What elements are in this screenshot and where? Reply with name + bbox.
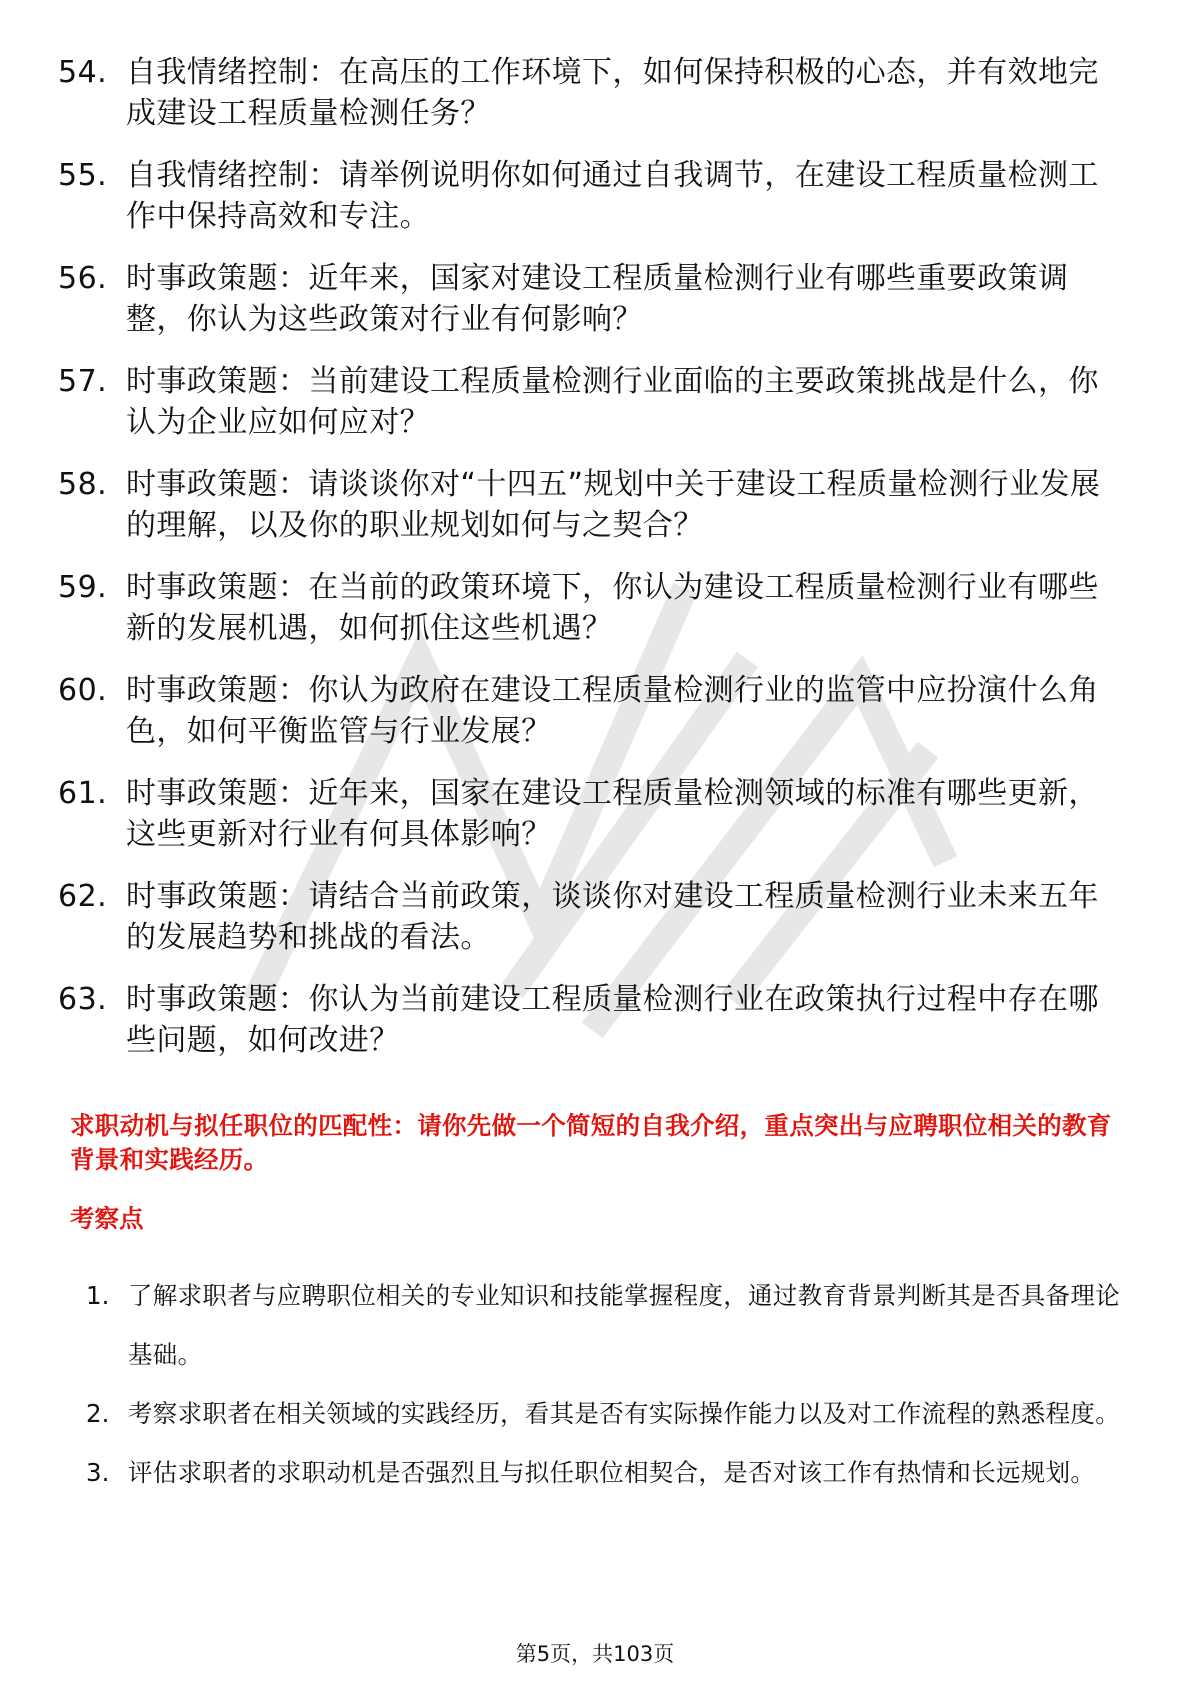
question-text: 时事政策题：在当前的政策环境下，你认为建设工程质量检测行业有哪些新的发展机遇，如何抓住这些机遇？ (126, 570, 1099, 646)
question-number: 60. (58, 673, 108, 708)
question-text: 时事政策题：请谈谈你对“十四五”规划中关于建设工程质量检测行业发展的理解，以及你的职业规划如何与之契合？ (126, 467, 1101, 543)
question-item (58, 361, 1118, 443)
question-text: 时事政策题：近年来，国家在建设工程质量检测领域的标准有哪些更新，这些更新对行业有何具体影响？ (126, 776, 1099, 852)
question-list (58, 52, 1118, 1082)
question-number: 61. (58, 776, 108, 811)
point-text: 了解求职者与应聘职位相关的专业知识和技能掌握程度，通过教育背景判断其是否具备理论基础。 (128, 1281, 1120, 1369)
question-number: 63. (58, 982, 108, 1017)
question-item (58, 773, 1118, 855)
question-number: 59. (58, 570, 108, 605)
question-text: 时事政策题：你认为当前建设工程质量检测行业在政策执行过程中存在哪些问题，如何改进？ (126, 982, 1099, 1058)
page-number-footer: 第5页，共103页 (515, 1642, 675, 1666)
question-item (58, 155, 1118, 237)
question-number: 62. (58, 879, 108, 914)
points-label: 考察点 (70, 1204, 144, 1233)
point-text: 评估求职者的求职动机是否强烈且与拟任职位相契合，是否对该工作有热情和长远规划。 (128, 1458, 1096, 1487)
question-number: 54. (58, 55, 108, 90)
question-item (58, 979, 1118, 1061)
question-item (58, 670, 1118, 752)
question-number: 56. (58, 261, 108, 296)
question-text: 时事政策题：近年来，国家对建设工程质量检测行业有哪些重要政策调整，你认为这些政策对行业有何影响？ (126, 261, 1069, 337)
question-number: 58. (58, 467, 108, 502)
point-number: 1. (86, 1281, 110, 1310)
question-number: 57. (58, 364, 108, 399)
point-text: 考察求职者在相关领域的实践经历，看其是否有实际操作能力以及对工作流程的熟悉程度。 (128, 1399, 1120, 1428)
question-item (58, 52, 1118, 134)
points-list (86, 1266, 1126, 1502)
point-item (86, 1384, 1126, 1443)
question-item (58, 567, 1118, 649)
section-heading: 求职动机与拟任职位的匹配性：请你先做一个简短的自我介绍，重点突出与应聘职位相关的教育背景和实践经历。 (70, 1111, 1112, 1174)
question-text: 时事政策题：请结合当前政策，谈谈你对建设工程质量检测行业未来五年的发展趋势和挑战的看法。 (126, 879, 1099, 955)
question-text: 时事政策题：当前建设工程质量检测行业面临的主要政策挑战是什么，你认为企业应如何应对？ (126, 364, 1099, 440)
point-item (86, 1443, 1126, 1502)
point-number: 3. (86, 1458, 110, 1487)
question-text: 自我情绪控制：请举例说明你如何通过自我调节，在建设工程质量检测工作中保持高效和专注。 (126, 158, 1099, 234)
point-item (86, 1266, 1126, 1384)
question-item (58, 876, 1118, 958)
question-number: 55. (58, 158, 108, 193)
question-text: 时事政策题：你认为政府在建设工程质量检测行业的监管中应扮演什么角色，如何平衡监管与行业发展？ (126, 673, 1099, 749)
point-number: 2. (86, 1399, 110, 1428)
question-text: 自我情绪控制：在高压的工作环境下，如何保持积极的心态，并有效地完成建设工程质量检测任务？ (126, 55, 1099, 131)
question-item (58, 464, 1118, 546)
question-item (58, 258, 1118, 340)
